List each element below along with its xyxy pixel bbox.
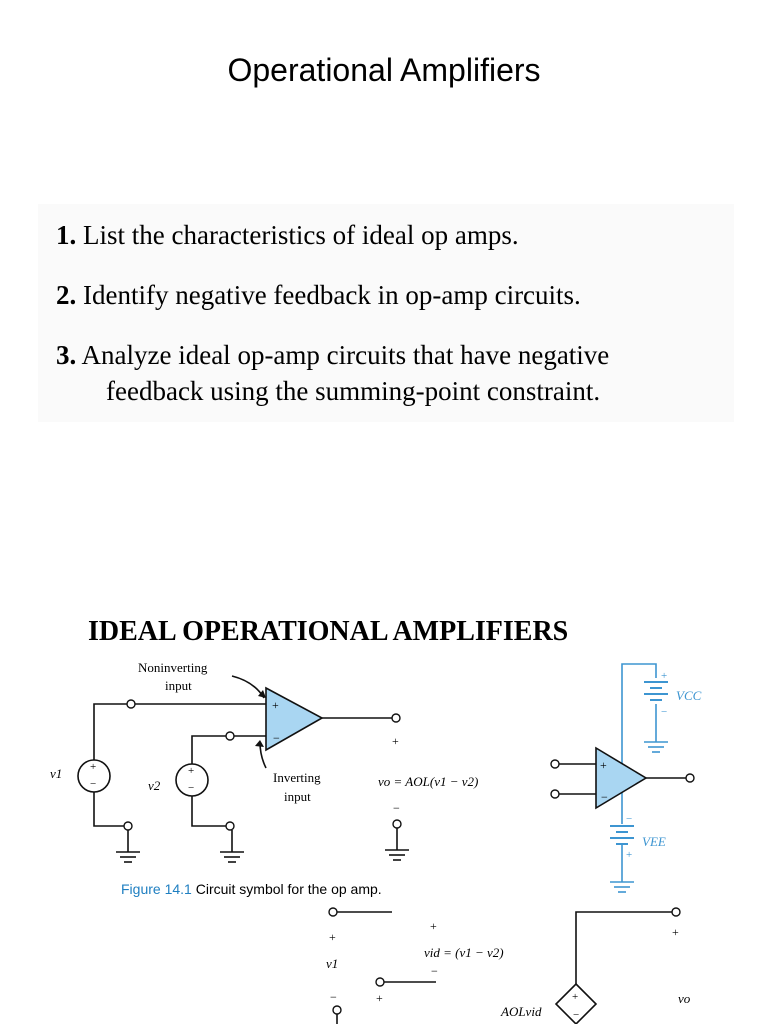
noninverting-label: Noninverting [138, 660, 208, 675]
ground-icon [116, 850, 409, 862]
figure-number: Figure 14.1 [121, 881, 192, 897]
opamp-symbol [266, 688, 322, 750]
opamp-symbol-small [596, 748, 646, 808]
objective-text: Analyze ideal op-amp circuits that have negative [81, 340, 610, 370]
objective-text: Identify negative feedback in op-amp circuits. [83, 280, 581, 310]
objective-number: 2. [56, 280, 77, 310]
objective-number: 3. [56, 340, 77, 370]
vid-equation: vid = (v1 − v2) [424, 945, 504, 960]
svg-text:−: − [90, 778, 97, 790]
inverting-label: Inverting [273, 770, 321, 785]
terminal-circle [392, 714, 400, 722]
noninverting-label-line2: input [165, 678, 192, 693]
output-equation: vo = AOL(v1 − v2) [378, 774, 479, 789]
vcc-label: VCC [676, 688, 702, 703]
v2-label: v2 [148, 778, 161, 793]
terminal-circle [333, 1006, 341, 1014]
svg-text:+: + [376, 991, 383, 1005]
terminal-circle [376, 978, 384, 986]
terminal-circle [226, 822, 234, 830]
dependent-source [556, 984, 596, 1024]
objective-text: List the characteristics of ideal op amps. [83, 220, 519, 250]
svg-text:+: + [672, 925, 679, 939]
vo-label: vo [678, 991, 691, 1006]
terminal-circle [329, 908, 337, 916]
vee-label: VEE [642, 834, 666, 849]
svg-text:+: + [188, 765, 195, 777]
terminal-circle [226, 732, 234, 740]
svg-text:+: + [90, 761, 97, 773]
svg-text:−: − [626, 813, 633, 825]
circuit-wires [94, 676, 397, 852]
svg-text:−: − [273, 731, 280, 745]
figure-caption [121, 881, 382, 897]
svg-text:+: + [272, 698, 279, 712]
page-title: Operational Amplifiers [227, 52, 541, 88]
inverting-label-line2: input [284, 789, 311, 804]
caption-text: Circuit symbol for the op amp. [195, 881, 382, 897]
svg-text:+: + [430, 919, 437, 933]
svg-text:+: + [329, 930, 336, 944]
svg-text:+: + [626, 849, 633, 861]
minus-sign: − [393, 801, 400, 815]
svg-text:−: − [661, 706, 668, 718]
svg-text:−: − [431, 964, 438, 978]
svg-text:+: + [661, 670, 668, 682]
terminal-circle [672, 908, 680, 916]
v1-label: v1 [50, 766, 63, 781]
terminal-circle [551, 760, 559, 768]
svg-text:−: − [601, 790, 608, 804]
figure-heading: IDEAL OPERATIONAL AMPLIFIERS [88, 616, 569, 647]
terminal-circle [393, 820, 401, 828]
plus-sign: + [392, 734, 399, 748]
svg-text:+: + [572, 991, 579, 1003]
terminal-circle [124, 822, 132, 830]
terminal-circle [551, 790, 559, 798]
svg-text:−: − [330, 990, 337, 1004]
terminal-circle [686, 774, 694, 782]
svg-text:−: − [188, 782, 195, 794]
aol-vid-label: AOLvid [501, 1004, 542, 1019]
objective-number: 1. [56, 220, 77, 250]
terminal-circle [127, 700, 135, 708]
battery-icon [644, 682, 668, 700]
source-v2 [176, 764, 208, 796]
svg-text:−: − [573, 1009, 580, 1021]
svg-text:+: + [600, 758, 607, 772]
objective-continuation: feedback using the summing-point constraint. [106, 376, 601, 406]
v1-label-model: v1 [326, 956, 339, 971]
source-v1 [78, 760, 110, 792]
battery-icon [610, 826, 634, 844]
